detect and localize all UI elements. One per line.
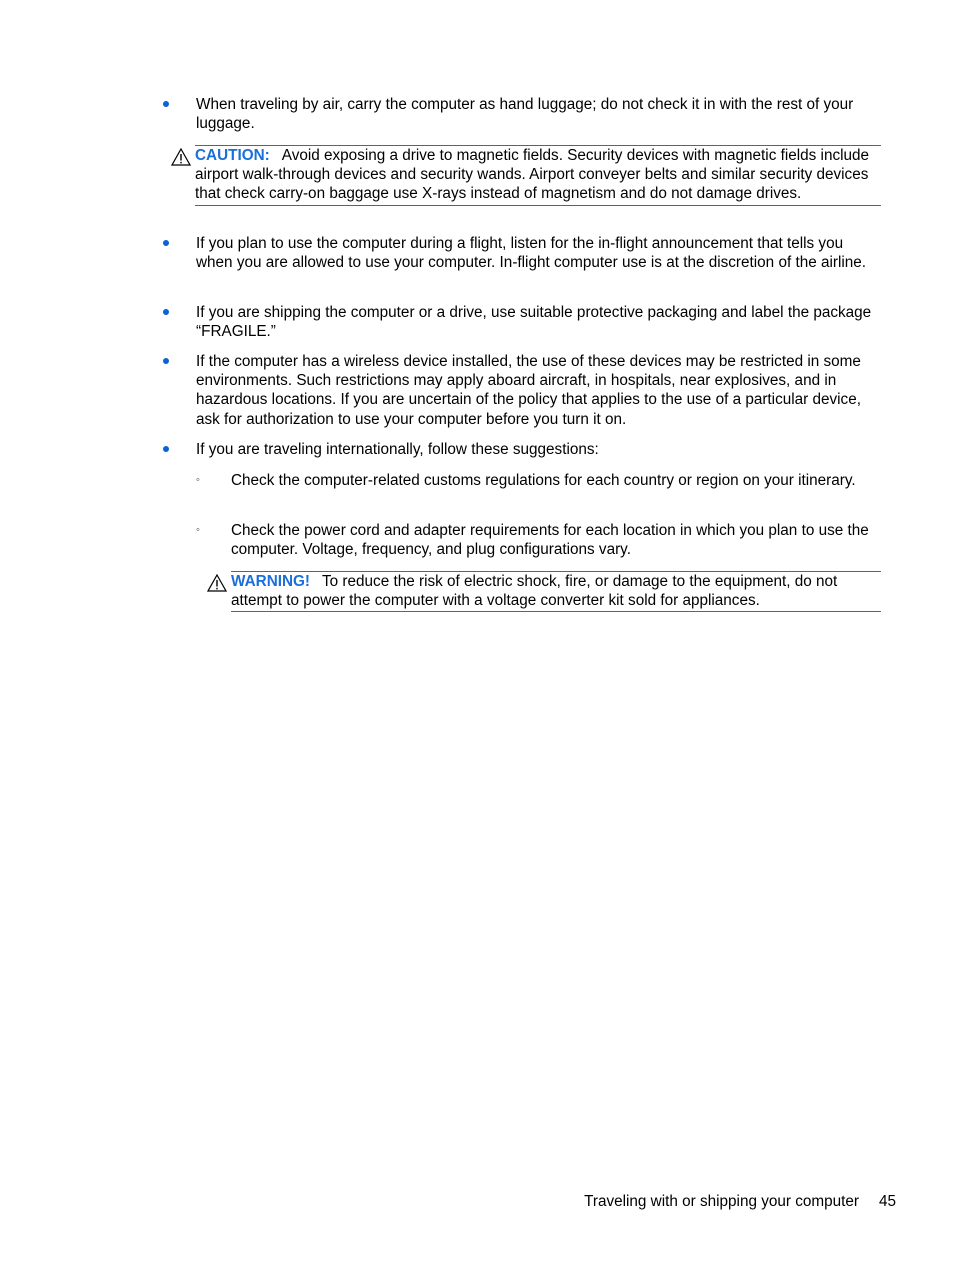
bullet-icon xyxy=(163,309,169,315)
bullet-icon xyxy=(163,101,169,107)
page-number: 45 xyxy=(878,1193,896,1210)
footer-title: Traveling with or shipping your computer xyxy=(584,1193,859,1210)
caution-text: Avoid exposing a drive to magnetic fields. Security devices with magnetic fields include airport walk-through devices and security wands. Airport conveyer belts and similar security devices that check carry-on baggage use X-rays instead of magnetism and do not damage drives. xyxy=(195,147,870,203)
warning-triangle-icon xyxy=(207,574,227,592)
bullet-icon xyxy=(163,240,169,246)
list-item: If you are shipping the computer or a drive, use suitable protective packaging and label the package “FRAGILE.” xyxy=(196,304,872,341)
warning-triangle-icon xyxy=(171,148,191,166)
sub-bullet-icon: ◦ xyxy=(196,474,200,486)
list-item: If the computer has a wireless device installed, the use of these devices may be restricted in some environments. Such restrictions may apply aboard aircraft, in hospitals, near explosives, and in hazardous locations. If you are uncertain of the policy that applies to the use of a particular device, ask for authorization to use your computer before you turn it on. xyxy=(196,353,861,428)
warning-label: WARNING! xyxy=(231,573,311,590)
sub-list-item: Check the computer-related customs regulations for each country or region on your itinerary. xyxy=(231,472,856,489)
sub-bullet-icon: ◦ xyxy=(196,524,200,536)
caution-notice xyxy=(195,145,881,206)
warning-text: To reduce the risk of electric shock, fire, or damage to the equipment, do not attempt to power the computer with a voltage converter kit sold for appliances. xyxy=(231,573,838,610)
list-item: When traveling by air, carry the computer as hand luggage; do not check it in with the rest of your luggage. xyxy=(196,96,854,133)
list-item: If you are traveling internationally, follow these suggestions: xyxy=(196,441,599,458)
warning-notice xyxy=(231,571,881,612)
bullet-icon xyxy=(163,358,169,364)
sub-list-item: Check the power cord and adapter requirements for each location in which you plan to use the computer. Voltage, frequency, and plug configurations vary. xyxy=(231,522,869,559)
bullet-icon xyxy=(163,446,169,452)
page-footer xyxy=(584,1192,896,1211)
caution-label: CAUTION: xyxy=(195,147,270,164)
list-item: If you plan to use the computer during a flight, listen for the in-flight announcement that tells you when you are allowed to use your computer. In-flight computer use is at the discretion of the airline. xyxy=(196,235,867,272)
